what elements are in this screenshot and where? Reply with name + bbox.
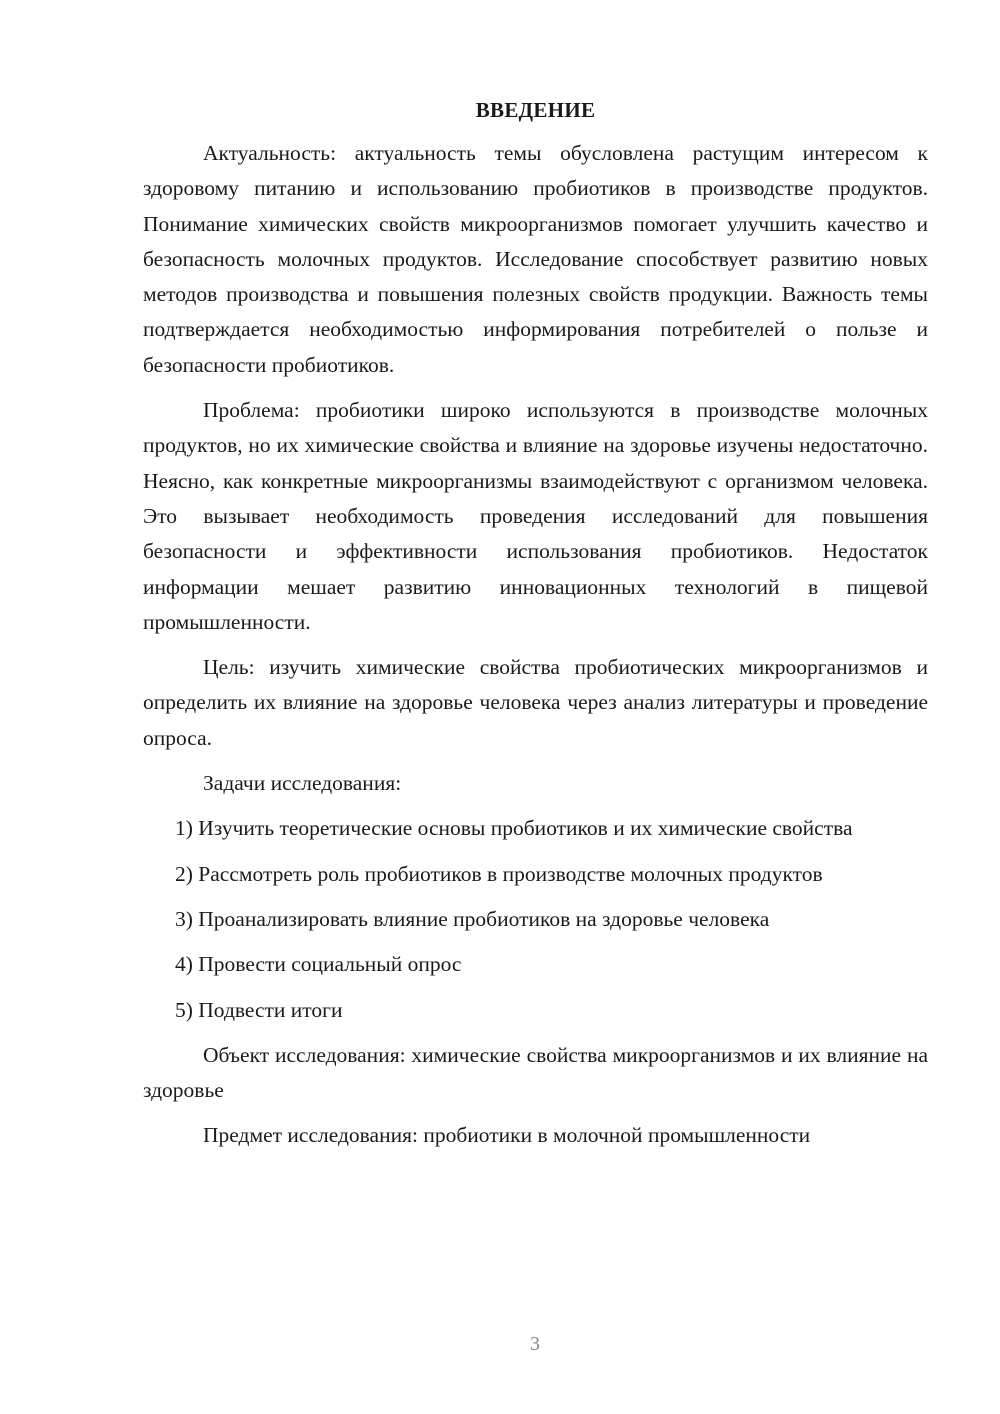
page-content xyxy=(143,94,928,1164)
task-item: 4) Провести социальный опрос xyxy=(175,952,462,977)
section-title: ВВЕДЕНИЕ xyxy=(475,98,596,122)
task-item: 1) Изучить теоретические основы пробиотиков и их химические свойства xyxy=(175,816,853,841)
tasks-heading: Задачи исследования: xyxy=(203,771,402,796)
relevance-paragraph: Актуальность: актуальность темы обусловлена растущим интересом к здоровому питанию и использованию пробиотиков в производстве продуктов. Понимание химических свойств микроорганизмов помогает улучшить качество и безопасность молочных продуктов. Исследование способствует развитию новых методов производства и повышения полезных свойств продукции. Важность темы подтверждается необходимостью информирования потребителей о пользе и безопасности пробиотиков. xyxy=(143,141,928,377)
problem-paragraph: Проблема: пробиотики широко используются в производстве молочных продуктов, но их химические свойства и влияние на здоровье изучены недостаточно. Неясно, как конкретные микроорганизмы взаимодействуют с организмом человека. Это вызывает необходимость проведения исследований для повышения безопасности и эффективности использования пробиотиков. Недостаток информации мешает развитию инновационных технологий в пищевой промышленности. xyxy=(143,398,928,634)
subject-paragraph: Предмет исследования: пробиотики в молочной промышленности xyxy=(203,1123,811,1148)
object-paragraph: Объект исследования: химические свойства микроорганизмов и их влияние на здоровье xyxy=(143,1042,928,1103)
page-number: 3 xyxy=(530,1333,540,1355)
task-item: 5) Подвести итоги xyxy=(175,997,343,1022)
goal-paragraph: Цель: изучить химические свойства пробиотических микроорганизмов и определить их влияние на здоровье человека через анализ литературы и проведение опроса. xyxy=(143,655,928,750)
task-item: 2) Рассмотреть роль пробиотиков в производстве молочных продуктов xyxy=(175,861,823,886)
task-item: 3) Проанализировать влияние пробиотиков на здоровье человека xyxy=(175,906,770,931)
